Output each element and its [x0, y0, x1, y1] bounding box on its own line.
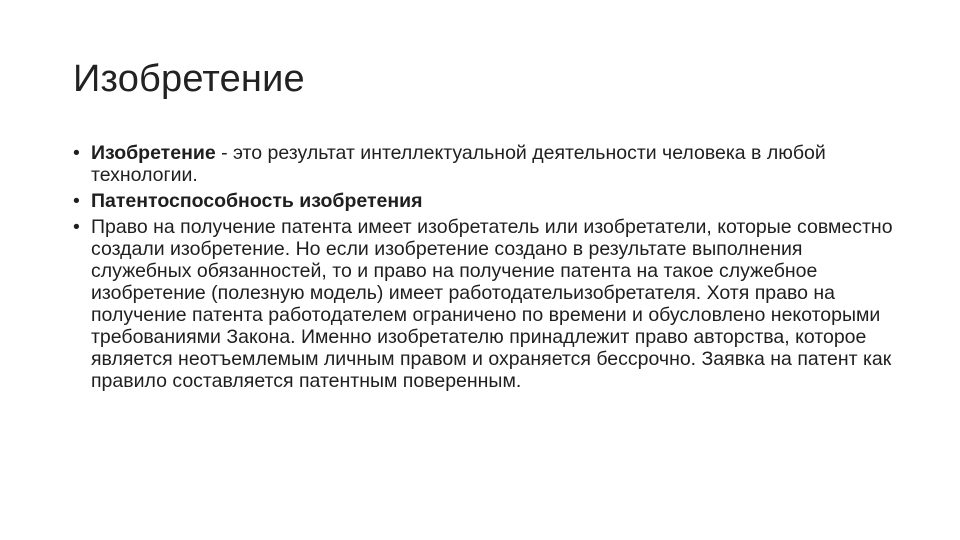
bullet-icon: • [73, 216, 80, 238]
slide-title: Изобретение [73, 58, 305, 100]
bullet-item-patentability [73, 190, 893, 212]
bullet-list [73, 142, 893, 396]
bullet-term: Изобретение [91, 142, 216, 164]
bullet-item-invention-definition [73, 142, 893, 186]
bullet-item-patent-rights [73, 216, 893, 392]
bullet-icon: • [73, 142, 80, 164]
bullet-icon: • [73, 190, 80, 212]
bullet-term: Патентоспособность изобретения [91, 190, 423, 212]
bullet-text: - это результат интеллектуальной деятельности человека в любой технологии. [91, 142, 826, 186]
bullet-text: Право на получение патента имеет изобретатель или изобретатели, которые совместно создали изобретение. Но если изобретение создано в результате выполнения служебных обязанностей, то и право на получение патента на такое служебное изобретение (полезную модель) имеет работодательизобретателя. Хотя право на получение патента работодателем ограничено по времени и обусловлено некоторыми требованиями Закона. Именно изобретателю принадлежит право авторства, которое является неотъемлемым личным правом и охраняется бессрочно. Заявка на патент как правило составляется патентным поверенным. [91, 216, 893, 392]
